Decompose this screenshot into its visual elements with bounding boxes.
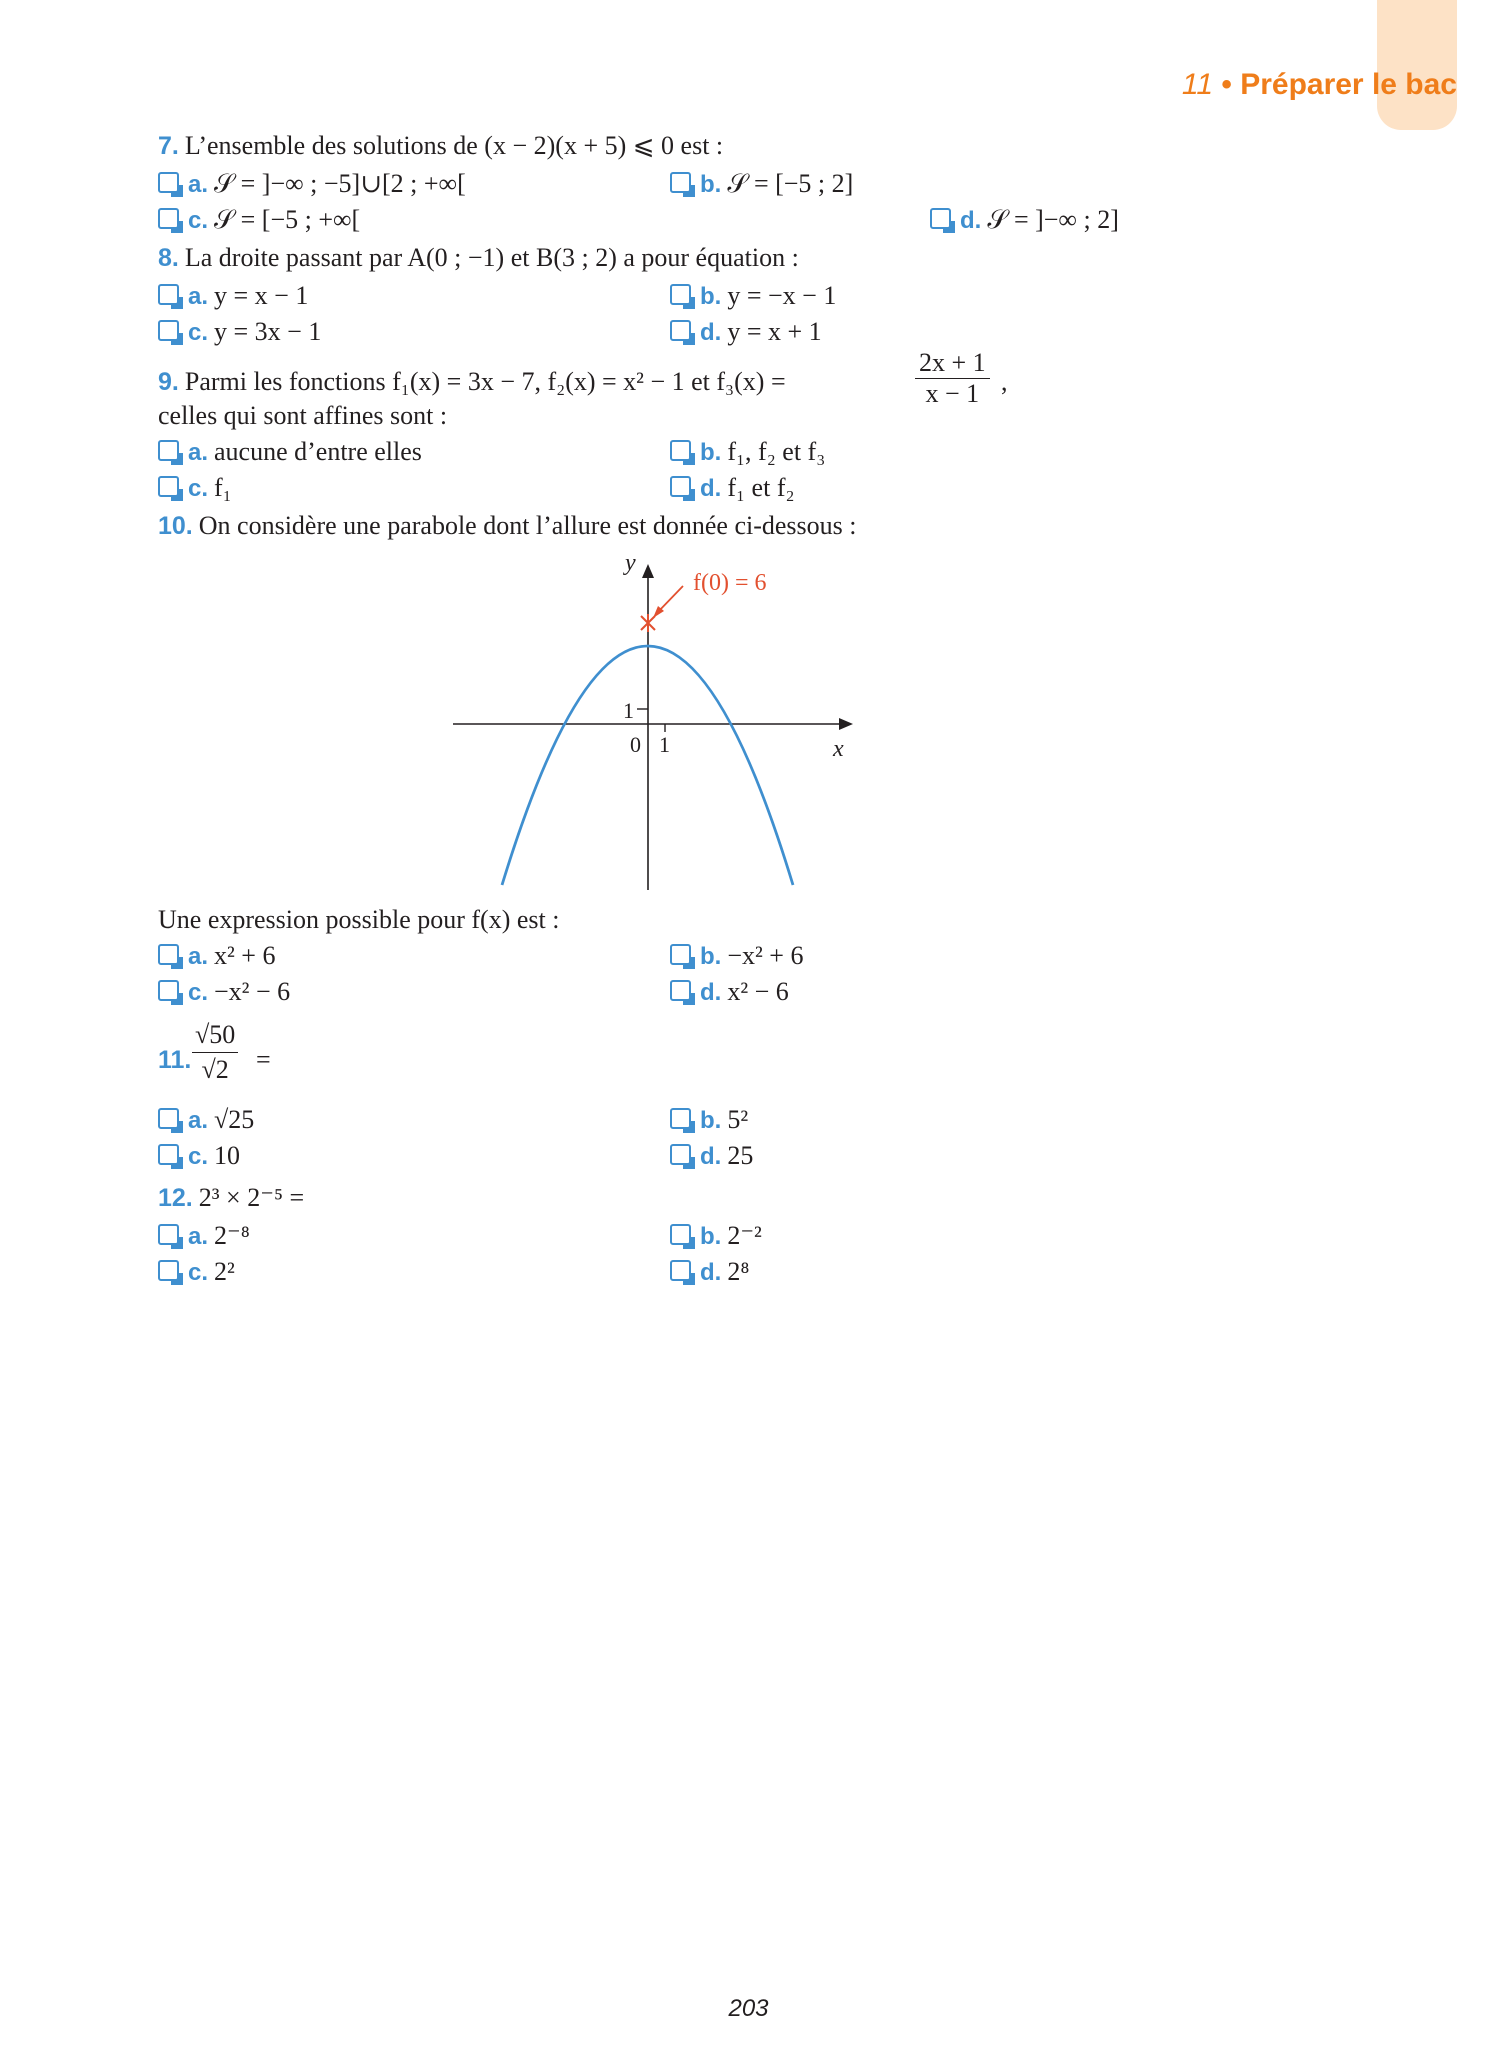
option-a[interactable] (158, 278, 308, 315)
question-number: 8. (158, 244, 179, 272)
option-letter: d. (700, 1259, 722, 1286)
option-a[interactable] (158, 938, 275, 975)
checkbox-icon[interactable] (670, 440, 691, 461)
option-text: x² + 6 (214, 941, 276, 970)
option-text: 10 (214, 1141, 241, 1170)
option-c[interactable] (158, 1254, 235, 1291)
option-text: 2⁻⁸ (214, 1221, 250, 1250)
option-b[interactable] (670, 434, 825, 471)
option-text: x² − 6 (727, 977, 789, 1006)
checkbox-icon[interactable] (670, 1260, 691, 1281)
option-c[interactable] (158, 1138, 240, 1175)
option-text: 𝒮 = [−5 ; +∞[ (214, 205, 361, 234)
options-row (158, 938, 1158, 974)
checkbox-icon[interactable] (670, 284, 691, 305)
option-text: −x² + 6 (727, 941, 804, 970)
question-number: 12. (158, 1184, 193, 1212)
option-text: 𝒮 = ]−∞ ; −5]∪[2 ; +∞[ (214, 169, 466, 198)
question-number: 7. (158, 132, 179, 160)
options-row (158, 202, 1158, 238)
option-d[interactable] (670, 314, 822, 351)
option-letter: a. (188, 943, 209, 970)
question-number: 10. (158, 512, 193, 540)
options-row (158, 470, 1158, 506)
question-12 (158, 1178, 1158, 1218)
question-text: 2³ × 2⁻⁵ = (198, 1183, 305, 1212)
option-d[interactable] (670, 1138, 753, 1175)
checkbox-icon[interactable] (158, 320, 179, 341)
option-text: y = x + 1 (727, 317, 822, 346)
option-text: 5² (727, 1105, 749, 1134)
fraction (915, 348, 990, 409)
option-d[interactable] (670, 470, 795, 507)
option-letter: c. (188, 1259, 209, 1286)
option-text: −x² − 6 (214, 977, 291, 1006)
option-letter: a. (188, 283, 209, 310)
qcm-content (158, 126, 1158, 1290)
x-axis-arrow-icon (839, 718, 853, 730)
question-8 (158, 238, 1158, 278)
option-text: aucune d’entre elles (214, 437, 422, 466)
option-text: 𝒮 = [−5 ; 2] (727, 169, 854, 198)
option-c[interactable] (158, 974, 290, 1011)
option-c[interactable] (158, 470, 232, 507)
checkbox-icon[interactable] (158, 172, 179, 193)
chapter-tab (1377, 0, 1457, 130)
question-text: L’ensemble des solutions de (x − 2)(x + 5) ⩽ 0 est : (184, 131, 724, 160)
option-letter: b. (700, 439, 722, 466)
y-tick-label: 1 (623, 698, 634, 723)
checkbox-icon[interactable] (670, 980, 691, 1001)
fraction-numerator: 2x + 1 (915, 348, 990, 379)
fraction-trailing-comma: , (1001, 367, 1008, 396)
option-text: √25 (214, 1105, 255, 1134)
option-letter: b. (700, 283, 722, 310)
fraction-denominator: x − 1 (925, 379, 980, 408)
option-letter: a. (188, 1107, 209, 1134)
option-text: 2⁻² (727, 1221, 762, 1250)
option-letter: c. (188, 979, 209, 1006)
chapter-header (1182, 68, 1457, 102)
checkbox-icon[interactable] (158, 440, 179, 461)
fraction-denominator: √2 (201, 1055, 229, 1084)
checkbox-icon[interactable] (158, 1260, 179, 1281)
checkbox-icon[interactable] (158, 1108, 179, 1129)
option-c[interactable] (158, 202, 360, 239)
option-b[interactable] (670, 278, 836, 315)
options-row (158, 314, 1158, 350)
checkbox-icon[interactable] (670, 476, 691, 497)
option-text: 2⁸ (727, 1257, 750, 1286)
question-10 (158, 506, 1158, 546)
chapter-title: • Préparer le bac (1221, 68, 1457, 101)
checkbox-icon[interactable] (670, 944, 691, 965)
y-axis-arrow-icon (642, 564, 654, 578)
option-text: 2² (214, 1257, 235, 1286)
option-letter: b. (700, 171, 722, 198)
option-d[interactable] (930, 202, 1119, 239)
checkbox-icon[interactable] (158, 476, 179, 497)
option-b[interactable] (670, 1218, 762, 1255)
option-d[interactable] (670, 974, 789, 1011)
option-b[interactable] (670, 1102, 748, 1139)
question-number: 9. (158, 368, 179, 396)
page-number: 203 (728, 1995, 769, 2022)
question-text: On considère une parabole dont l’allure est donnée ci-dessous : (198, 511, 857, 540)
checkbox-icon[interactable] (670, 172, 691, 193)
option-b[interactable] (670, 166, 853, 203)
option-b[interactable] (670, 938, 803, 975)
option-letter: c. (188, 319, 209, 346)
chapter-number: 11 (1181, 68, 1214, 101)
checkbox-icon[interactable] (158, 944, 179, 965)
option-text: f₁, f₂ et f₃ (727, 437, 826, 466)
options-row (158, 278, 1158, 314)
question-number: 11. (158, 1046, 192, 1074)
question-10-text-2: Une expression possible pour f(x) est : (158, 905, 560, 934)
options-row (158, 434, 1158, 470)
option-letter: c. (188, 1143, 209, 1170)
options-row (158, 1138, 1158, 1174)
option-letter: b. (700, 1223, 722, 1250)
option-letter: c. (188, 475, 209, 502)
option-text: 25 (727, 1141, 754, 1170)
checkbox-icon[interactable] (670, 320, 691, 341)
x-tick-label: 1 (659, 732, 670, 757)
options-row (158, 1254, 1158, 1290)
question-text-2: celles qui sont affines sont : (158, 401, 448, 430)
vertex-annotation: f(0) = 6 (693, 570, 767, 596)
checkbox-icon[interactable] (670, 1224, 691, 1245)
checkbox-icon[interactable] (158, 284, 179, 305)
option-a[interactable] (158, 1102, 254, 1139)
origin-label: 0 (630, 732, 641, 757)
question-11 (158, 1016, 1158, 1102)
option-text: y = x − 1 (214, 281, 309, 310)
question-7 (158, 126, 1158, 166)
question-text: Parmi les fonctions f₁(x) = 3x − 7, f₂(x) = x² − 1 et f₃(x) = (184, 367, 786, 396)
checkbox-icon[interactable] (670, 1108, 691, 1129)
option-letter: a. (188, 1223, 209, 1250)
question-9 (158, 348, 1158, 434)
checkbox-icon[interactable] (670, 1144, 691, 1165)
option-letter: d. (700, 475, 722, 502)
option-text: 𝒮 = ]−∞ ; 2] (987, 205, 1119, 234)
parabola-figure (453, 552, 873, 892)
checkbox-icon[interactable] (158, 1144, 179, 1165)
option-text: y = 3x − 1 (214, 317, 322, 346)
y-axis-label: y (625, 552, 636, 576)
equals-sign: = (256, 1045, 271, 1074)
checkbox-icon[interactable] (158, 1224, 179, 1245)
parabola-graph (453, 552, 873, 892)
option-text: y = −x − 1 (727, 281, 837, 310)
question-text: La droite passant par A(0 ; −1) et B(3 ; 2) a pour équation : (184, 243, 799, 272)
option-text: f₁ et f₂ (727, 473, 795, 502)
option-a[interactable] (158, 1218, 250, 1255)
x-axis-label: x (833, 736, 844, 762)
option-letter: d. (700, 319, 722, 346)
option-a[interactable] (158, 434, 422, 471)
fraction-numerator: √50 (192, 1018, 238, 1053)
checkbox-icon[interactable] (930, 208, 951, 229)
fraction (192, 1018, 238, 1087)
option-letter: d. (700, 979, 722, 1006)
vertex-marker-icon (641, 614, 655, 632)
option-letter: b. (700, 943, 722, 970)
options-row (158, 1102, 1158, 1138)
checkbox-icon[interactable] (158, 208, 179, 229)
option-letter: c. (188, 207, 209, 234)
option-letter: a. (188, 171, 209, 198)
options-row (158, 166, 1158, 202)
option-c[interactable] (158, 314, 321, 351)
option-d[interactable] (670, 1254, 749, 1291)
option-text: f₁ (214, 473, 232, 502)
option-letter: d. (700, 1143, 722, 1170)
option-letter: a. (188, 439, 209, 466)
option-letter: b. (700, 1107, 722, 1134)
option-letter: d. (960, 207, 982, 234)
options-row (158, 1218, 1158, 1254)
option-a[interactable] (158, 166, 466, 203)
options-row (158, 974, 1158, 1010)
checkbox-icon[interactable] (158, 980, 179, 1001)
